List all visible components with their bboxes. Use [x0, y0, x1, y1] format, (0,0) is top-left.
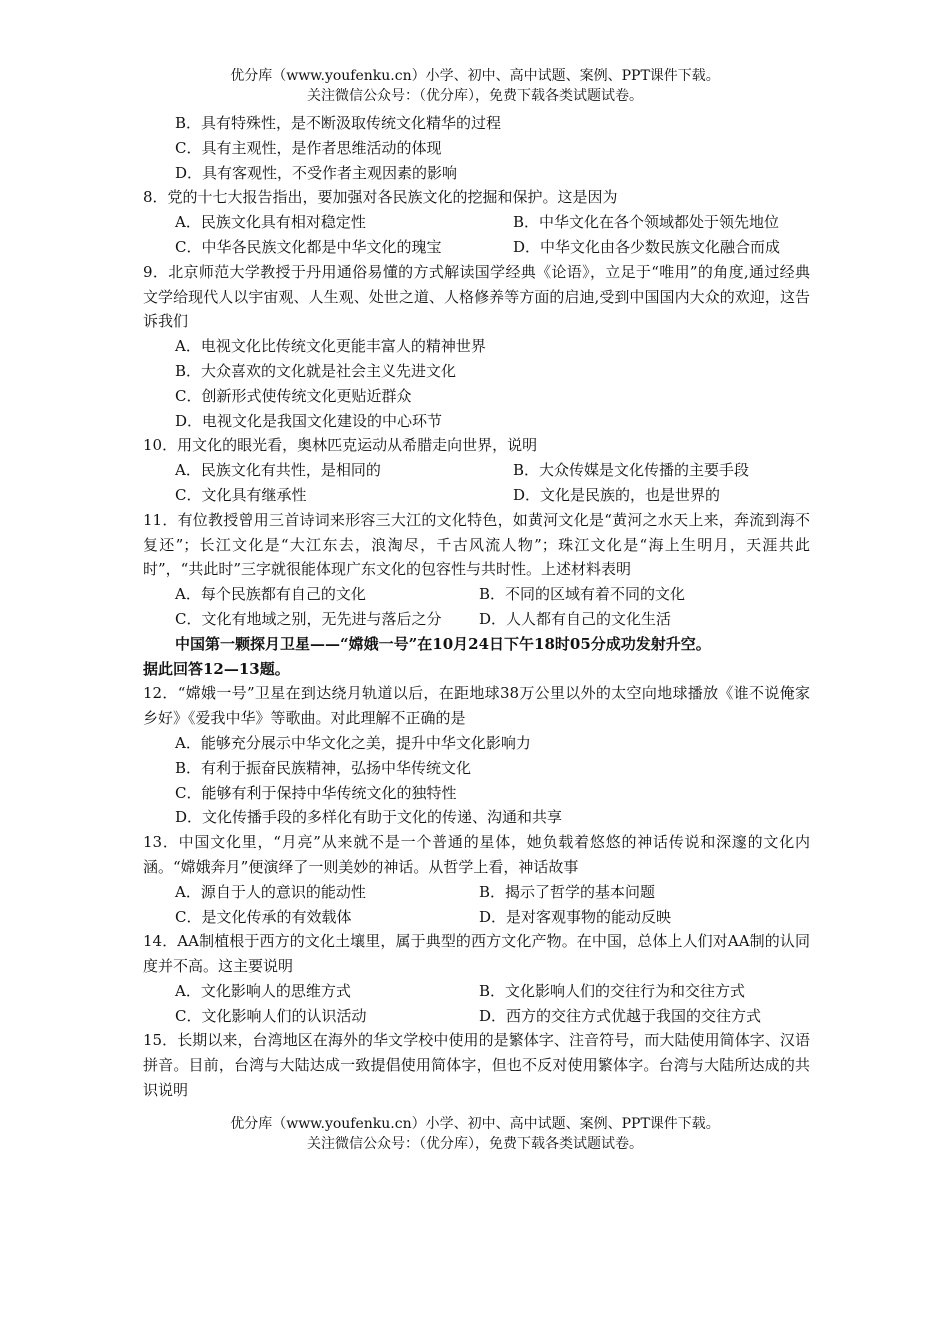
question-7-options — [143, 111, 810, 185]
header-line-1: 优分库（www.youfenku.cn）小学、初中、高中试题、案例、PPT课件下载。 — [230, 68, 720, 84]
option-a: A．电视文化比传统文化更能丰富人的精神世界 — [175, 337, 486, 356]
question-stem: 9．北京师范大学教授于丹用通俗易懂的方式解读国学经典《论语》，立足于“唯用”的角度,通过经典文学给现代人以宇宙观、人生观、处世之道、人格修养等方面的启迪,受到中国国内大众的欢迎，这告诉我们 — [143, 262, 810, 331]
option-b: B．揭示了哲学的基本问题 — [479, 882, 656, 901]
option-d: D．中华文化由各少数民族文化融合而成 — [513, 237, 781, 256]
footer-line-1: 优分库（www.youfenku.cn）小学、初中、高中试题、案例、PPT课件下载。 — [230, 1116, 720, 1132]
question-15 — [143, 1028, 810, 1102]
question-8 — [143, 185, 810, 259]
option-c: C．中华各民族文化都是中华文化的瑰宝 — [175, 237, 442, 256]
question-9 — [143, 260, 810, 434]
option-d: D．电视文化是我国文化建设的中心环节 — [175, 411, 443, 430]
option-d: D．是对客观事物的能动反映 — [479, 907, 672, 926]
option-a: A．能够充分展示中华文化之美，提升中华文化影响力 — [175, 733, 531, 752]
option-c: C．文化具有继承性 — [175, 485, 307, 504]
footer-line-2: 关注微信公众号：（优分库），免费下载各类试题试卷。 — [307, 1136, 643, 1152]
question-stem: 8．党的十七大报告指出，要加强对各民族文化的挖掘和保护。这是因为 — [143, 188, 618, 207]
option-b: B．具有特殊性，是不断汲取传统文化精华的过程 — [175, 114, 502, 132]
option-b: B．大众喜欢的文化就是社会主义先进文化 — [175, 361, 457, 380]
option-a: A．民族文化具有相对稳定性 — [175, 213, 366, 232]
question-stem: 15．长期以来，台湾地区在海外的华文学校中使用的是繁体字、注音符号，而大陆使用简体字、汉语拼音。目前，台湾与大陆达成一致提倡使用简体字，但也不反对使用繁体字。台湾与大陆所达成的共识说明 — [143, 1031, 810, 1100]
option-a: A．民族文化有共性，是相同的 — [175, 461, 381, 480]
intro-line-1: 中国第一颗探月卫星——“嫦娥一号”在10月24日下午18时05分成功发射升空。 — [175, 634, 711, 653]
header-line-2: 关注微信公众号：（优分库），免费下载各类试题试卷。 — [307, 88, 643, 104]
option-b: B．中华文化在各个领域都处于领先地位 — [513, 213, 780, 232]
question-stem: 12．“嫦娥一号”卫星在到达绕月轨道以后，在距地球38万公里以外的太空向地球播放《谁不说俺家乡好》《爱我中华》等歌曲。对此理解不正确的是 — [143, 684, 810, 728]
option-b: B．不同的区域有着不同的文化 — [479, 585, 686, 604]
option-c: C．是文化传承的有效载体 — [175, 907, 352, 926]
question-list — [143, 111, 810, 1103]
option-c: C．能够有利于保持中华传统文化的独特性 — [175, 783, 457, 802]
question-stem: 11．有位教授曾用三首诗词来形容三大江的文化特色，如黄河文化是“黄河之水天上来，奔流到海不复还”；长江文化是“大江东去，浪淘尽，千古风流人物”；珠江文化是“海上生明月，天涯共此时”，“共此时”三字就很能体现广东文化的包容性与共时性。上述材料表明 — [143, 510, 810, 579]
option-c: C．文化影响人们的认识活动 — [175, 1006, 367, 1025]
question-13 — [143, 830, 810, 929]
question-stem: 13．中国文化里，“月亮”从来就不是一个普通的星体，她负载着悠悠的神话传说和深邃的文化内涵。“嫦娥奔月”便演绎了一则美妙的神话。从哲学上看，神话故事 — [143, 833, 810, 876]
intro-line-2: 据此回答12—13题。 — [143, 659, 290, 678]
question-11 — [143, 508, 810, 632]
option-d: D．具有客观性，不受作者主观因素的影响 — [175, 163, 458, 182]
option-a: A．源自于人的意识的能动性 — [175, 882, 366, 901]
option-a: A．每个民族都有自己的文化 — [175, 585, 366, 604]
option-b: B．有利于振奋民族精神，弘扬中华传统文化 — [175, 758, 472, 777]
question-stem: 10．用文化的眼光看，奥林匹克运动从希腊走向世界，说明 — [143, 436, 538, 455]
page-header — [0, 66, 950, 106]
option-c: C．具有主观性，是作者思维活动的体现 — [175, 138, 442, 157]
option-b: B．文化影响人们的交往行为和交往方式 — [479, 981, 746, 1000]
section-intro-12-13 — [143, 632, 810, 682]
option-b: B．大众传媒是文化传播的主要手段 — [513, 461, 750, 480]
option-d: D．文化传播手段的多样化有助于文化的传递、沟通和共享 — [175, 808, 563, 827]
question-14 — [143, 929, 810, 1028]
option-a: A．文化影响人的思维方式 — [175, 981, 351, 1000]
option-c: C．创新形式使传统文化更贴近群众 — [175, 386, 412, 405]
option-d: D．人人都有自己的文化生活 — [479, 609, 672, 628]
question-stem: 14．AA制植根于西方的文化土壤里，属于典型的西方文化产物。在中国，总体上人们对AA制的认同度并不高。这主要说明 — [143, 932, 810, 976]
question-12 — [143, 681, 810, 830]
page-footer — [0, 1114, 950, 1154]
option-d: D．文化是民族的，也是世界的 — [513, 485, 721, 504]
question-10 — [143, 433, 810, 507]
option-c: C．文化有地域之别，无先进与落后之分 — [175, 609, 442, 628]
option-d: D．西方的交往方式优越于我国的交往方式 — [479, 1006, 762, 1025]
